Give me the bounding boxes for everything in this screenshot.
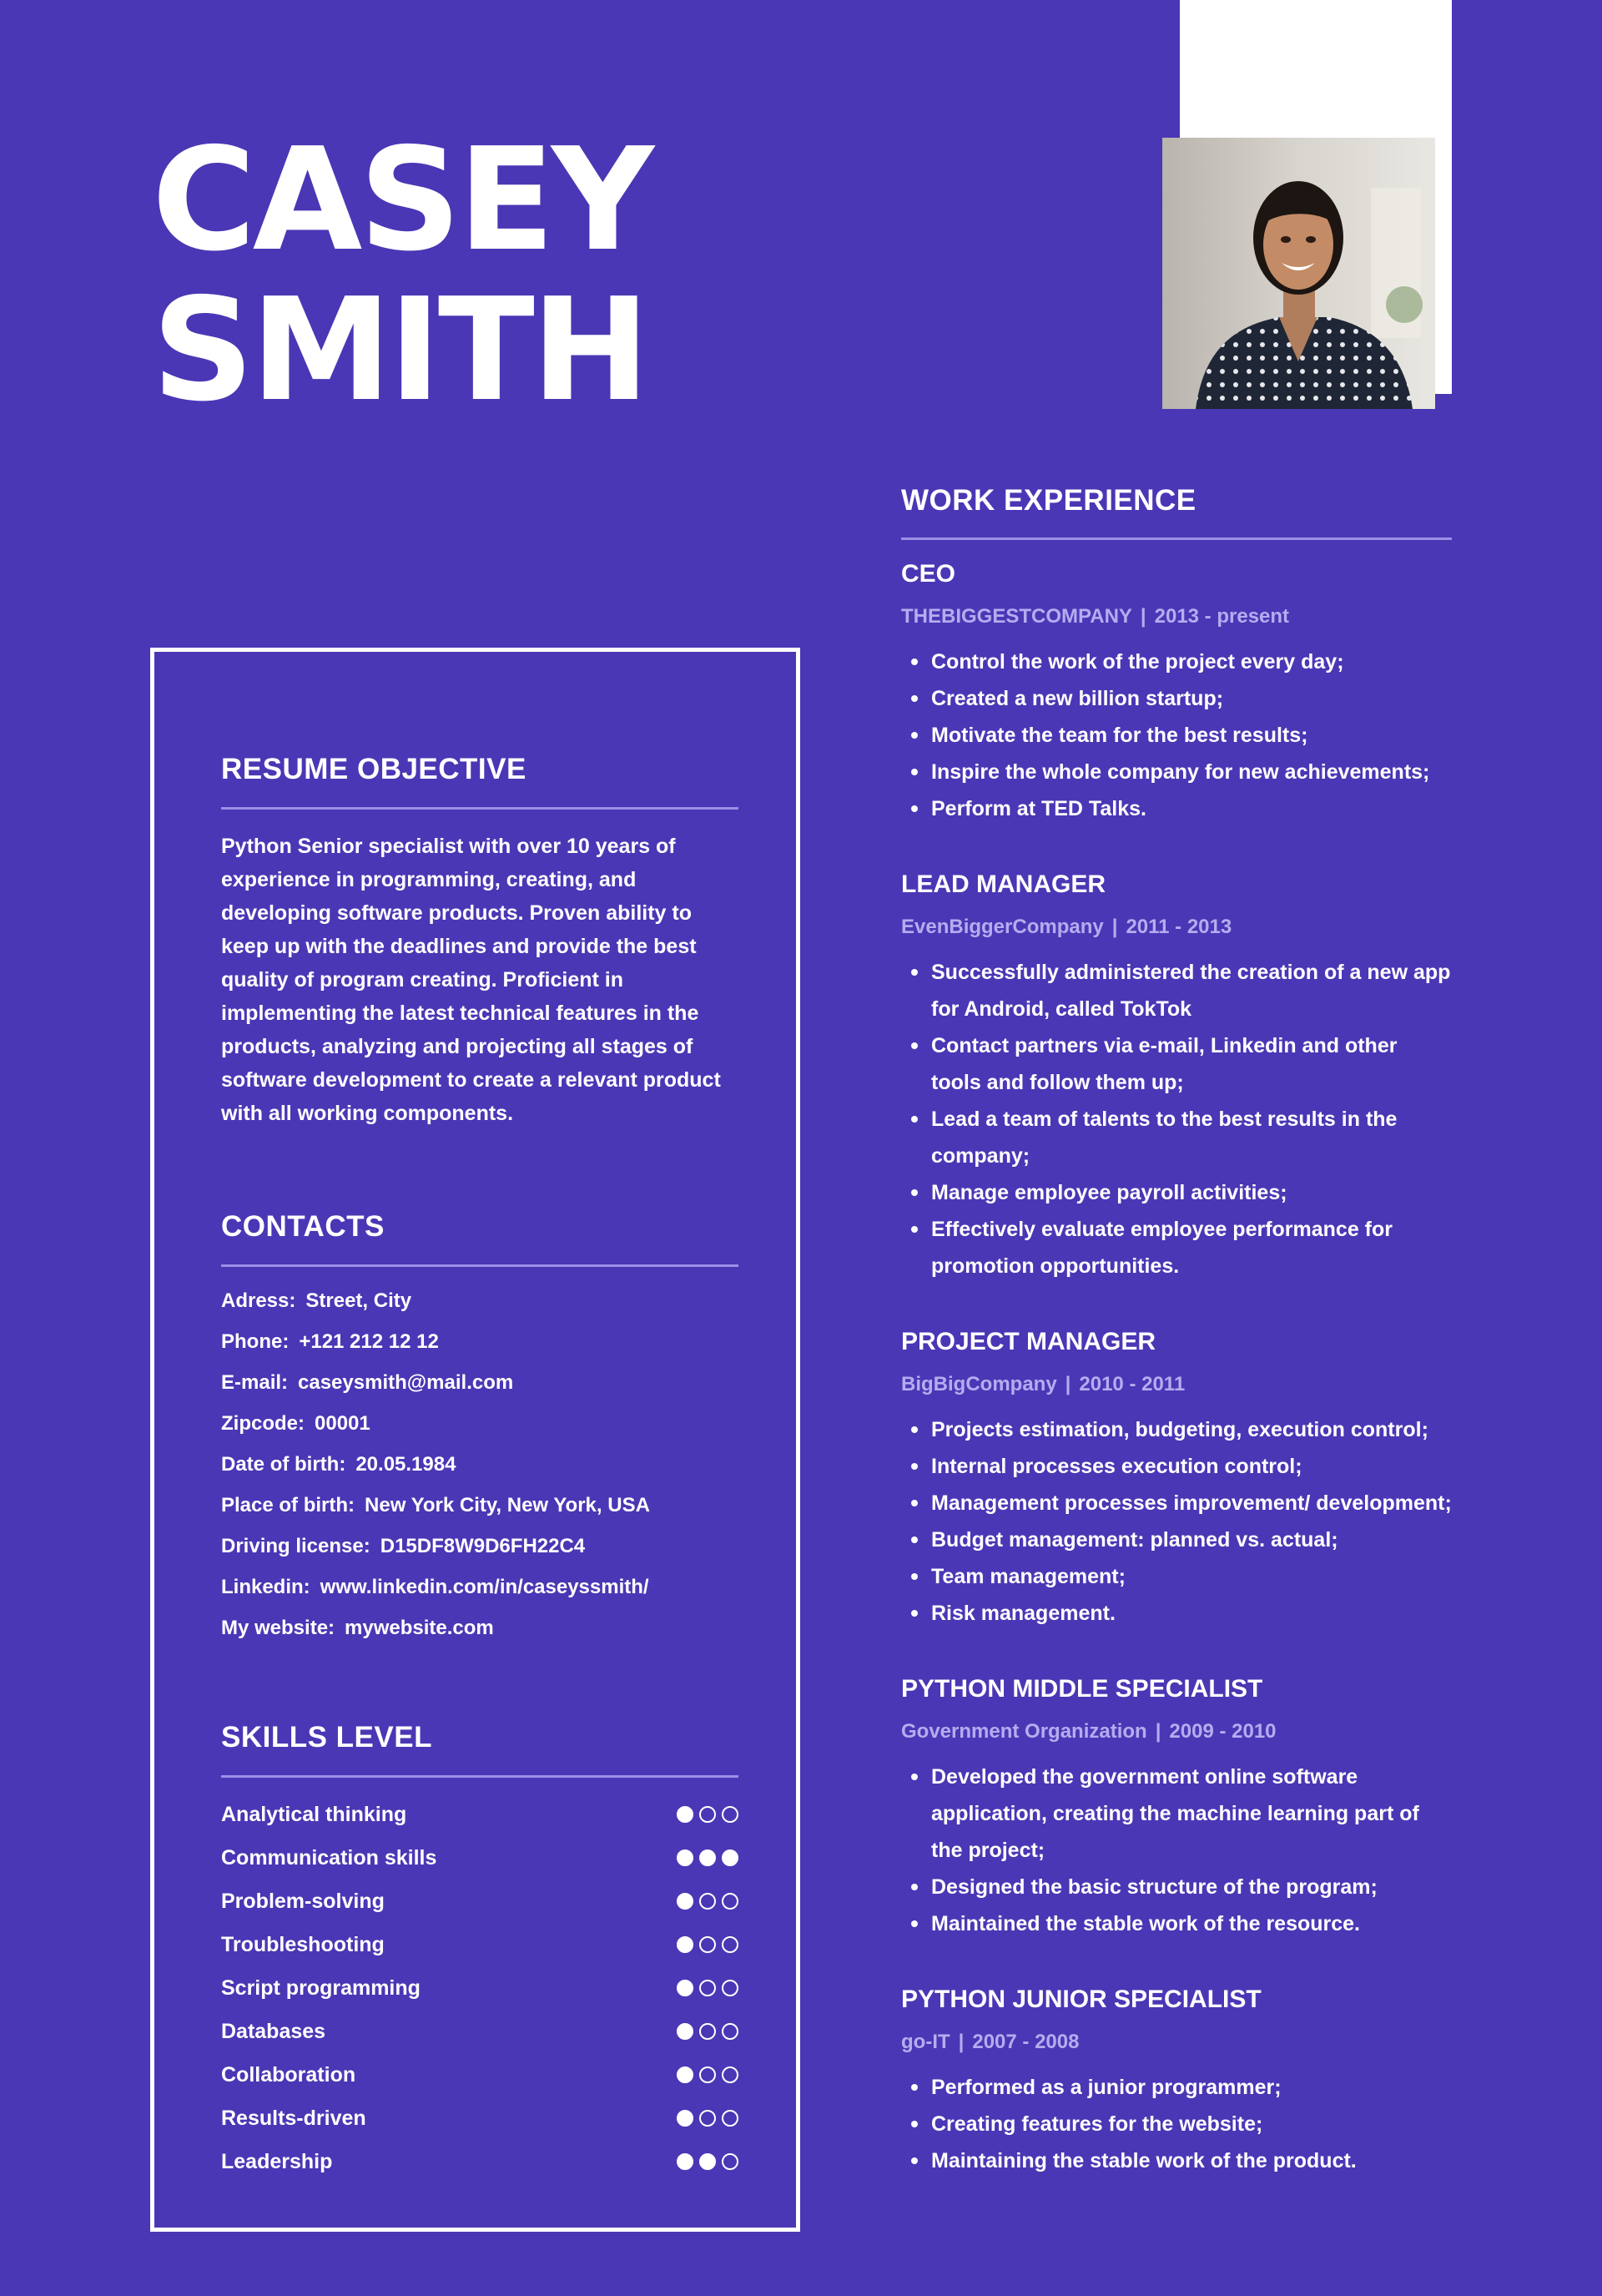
empty-dot-icon: [722, 2110, 738, 2127]
contact-row: [221, 1403, 738, 1444]
contact-row: [221, 1526, 738, 1567]
job-bullet: Developed the government online software application, creating the machine learning part of the project;: [901, 1759, 1452, 1869]
job-period: 2009 - 2010: [1169, 1720, 1277, 1743]
skill-name: Leadership: [221, 2149, 333, 2173]
filled-dot-icon: [677, 2023, 693, 2040]
skill-name: Analytical thinking: [221, 1802, 407, 1826]
work-divider: [901, 537, 1452, 540]
empty-dot-icon: [699, 2023, 716, 2040]
skill-name: Troubleshooting: [221, 1932, 385, 1956]
job-bullet: Performed as a junior programmer;: [901, 2069, 1452, 2106]
job-company: EvenBiggerCompany: [901, 916, 1104, 938]
job-bullets: [901, 643, 1452, 827]
candidate-name: [152, 118, 651, 433]
filled-dot-icon: [677, 2110, 693, 2127]
profile-photo: [1162, 138, 1435, 409]
job-meta: [901, 602, 1452, 632]
skill-level-dots: [677, 1893, 738, 1910]
job-period: 2013 - present: [1154, 605, 1290, 628]
skill-level-dots: [677, 2153, 738, 2170]
skill-level-dots: [677, 1980, 738, 1996]
contact-row: [221, 1321, 738, 1362]
skill-row: [221, 2140, 738, 2183]
job-bullet: Management processes improvement/ development;: [901, 1485, 1452, 1521]
job-company: THEBIGGESTCOMPANY: [901, 605, 1132, 628]
meta-separator: |: [1111, 916, 1118, 938]
filled-dot-icon: [677, 1936, 693, 1953]
job-bullet: Perform at TED Talks.: [901, 790, 1452, 827]
job-bullet: Created a new billion startup;: [901, 680, 1452, 717]
skill-name: Script programming: [221, 1976, 421, 2000]
job-title: CEO: [901, 560, 956, 588]
meta-separator: |: [958, 2031, 965, 2053]
work-heading: WORK EXPERIENCE: [901, 484, 1196, 517]
job-title: PROJECT MANAGER: [901, 1328, 1156, 1355]
job-bullet: Budget management: planned vs. actual;: [901, 1521, 1452, 1558]
contacts-section: [221, 1206, 738, 1648]
resume-objective-section: [221, 749, 738, 1130]
skill-name: Databases: [221, 2019, 326, 2043]
skill-name: Collaboration: [221, 2062, 356, 2087]
contact-label: Date of birth:: [221, 1453, 346, 1476]
contact-value: mywebsite.com: [345, 1617, 494, 1639]
job-company: Government Organization: [901, 1720, 1147, 1743]
skills-heading: SKILLS LEVEL: [221, 1721, 432, 1754]
job-bullet: Manage employee payroll activities;: [901, 1174, 1452, 1211]
job-bullet: Inspire the whole company for new achievements;: [901, 754, 1452, 790]
job-bullets: [901, 1759, 1452, 1942]
skill-row: [221, 2053, 738, 2097]
meta-separator: |: [1140, 605, 1146, 628]
skill-row: [221, 1836, 738, 1880]
job-entry: [901, 1982, 1452, 2179]
skill-row: [221, 1880, 738, 1923]
contact-label: E-mail:: [221, 1371, 289, 1394]
empty-dot-icon: [699, 2110, 716, 2127]
job-bullet: Team management;: [901, 1558, 1452, 1595]
job-period: 2011 - 2013: [1126, 916, 1232, 938]
job-title: PYTHON JUNIOR SPECIALIST: [901, 1986, 1262, 2013]
job-bullet: Effectively evaluate employee performance for promotion opportunities.: [901, 1211, 1452, 1284]
contact-row: [221, 1280, 738, 1321]
contact-row: [221, 1567, 738, 1607]
empty-dot-icon: [699, 1980, 716, 1996]
job-bullet: Successfully administered the creation of a new app for Android, called TokTok: [901, 954, 1452, 1027]
contacts-heading: CONTACTS: [221, 1210, 385, 1243]
skill-row: [221, 2097, 738, 2140]
skill-level-dots: [677, 2023, 738, 2040]
filled-dot-icon: [677, 1806, 693, 1823]
empty-dot-icon: [722, 2023, 738, 2040]
contact-label: Linkedin:: [221, 1576, 310, 1598]
job-meta: [901, 1370, 1452, 1400]
filled-dot-icon: [677, 1980, 693, 1996]
empty-dot-icon: [722, 2153, 738, 2170]
job-meta: [901, 912, 1452, 942]
job-bullets: [901, 1411, 1452, 1632]
contact-row: [221, 1444, 738, 1485]
filled-dot-icon: [677, 1893, 693, 1910]
job-bullet: Motivate the team for the best results;: [901, 717, 1452, 754]
contact-label: Place of birth:: [221, 1494, 355, 1516]
empty-dot-icon: [722, 1936, 738, 1953]
skill-name: Communication skills: [221, 1845, 437, 1870]
job-bullet: Maintained the stable work of the resource.: [901, 1905, 1452, 1942]
contact-value: New York City, New York, USA: [365, 1494, 650, 1516]
job-meta: [901, 1717, 1452, 1747]
job-period: 2007 - 2008: [972, 2031, 1080, 2053]
contact-row: [221, 1607, 738, 1648]
job-bullet: Projects estimation, budgeting, execution control;: [901, 1411, 1452, 1448]
contact-value: +121 212 12 12: [299, 1330, 439, 1353]
contact-value: Street, City: [305, 1289, 412, 1312]
empty-dot-icon: [699, 1893, 716, 1910]
skill-level-dots: [677, 2110, 738, 2127]
contacts-divider: [221, 1264, 738, 1267]
contact-value: D15DF8W9D6FH22C4: [380, 1535, 586, 1557]
job-company: go-IT: [901, 2031, 950, 2053]
objective-text: Python Senior specialist with over 10 years of experience in programming, creating, and developing software products. Proven ability to keep up with the deadlines and provide the best quality of program creating. Proficient in implementing the latest technical features in the products, analyzing and projecting all stages of software development to create a relevant product with all working components.: [221, 835, 721, 1125]
empty-dot-icon: [722, 2066, 738, 2083]
jobs-list: [901, 557, 1452, 2179]
contact-label: Driving license:: [221, 1535, 370, 1557]
filled-dot-icon: [677, 1849, 693, 1866]
job-bullet: Contact partners via e-mail, Linkedin and other tools and follow them up;: [901, 1027, 1452, 1101]
contacts-list: [221, 1280, 738, 1648]
job-company: BigBigCompany: [901, 1373, 1057, 1395]
contact-row: [221, 1485, 738, 1526]
job-title: LEAD MANAGER: [901, 870, 1106, 898]
job-bullet: Creating features for the website;: [901, 2106, 1452, 2142]
skill-row: [221, 1793, 738, 1836]
contact-value: www.linkedin.com/in/caseyssmith/: [320, 1576, 649, 1598]
empty-dot-icon: [699, 1806, 716, 1823]
filled-dot-icon: [699, 1849, 716, 1866]
filled-dot-icon: [677, 2066, 693, 2083]
job-entry: [901, 557, 1452, 827]
filled-dot-icon: [699, 2153, 716, 2170]
skills-divider: [221, 1775, 738, 1778]
skill-level-dots: [677, 1806, 738, 1823]
job-bullet: Risk management.: [901, 1595, 1452, 1632]
contact-label: Adress:: [221, 1289, 296, 1312]
contact-value: 20.05.1984: [355, 1453, 456, 1476]
job-meta: [901, 2027, 1452, 2057]
job-bullet: Internal processes execution control;: [901, 1448, 1452, 1485]
job-period: 2010 - 2011: [1079, 1373, 1186, 1395]
contact-value: caseysmith@mail.com: [298, 1371, 514, 1394]
contact-label: Zipcode:: [221, 1412, 305, 1435]
job-bullet: Designed the basic structure of the program;: [901, 1869, 1452, 1905]
skill-name: Problem-solving: [221, 1889, 385, 1913]
work-experience-section: [901, 479, 1452, 2179]
empty-dot-icon: [699, 2066, 716, 2083]
skill-row: [221, 1923, 738, 1966]
skills-list: [221, 1793, 738, 2183]
meta-separator: |: [1065, 1373, 1071, 1395]
skill-level-dots: [677, 1849, 738, 1866]
job-entry: [901, 867, 1452, 1284]
contact-label: My website:: [221, 1617, 335, 1639]
job-bullet: Maintaining the stable work of the product.: [901, 2142, 1452, 2179]
objective-divider: [221, 807, 738, 810]
skill-level-dots: [677, 2066, 738, 2083]
skill-name: Results-driven: [221, 2106, 366, 2130]
job-bullet: Control the work of the project every day;: [901, 643, 1452, 680]
contact-row: [221, 1362, 738, 1403]
meta-separator: |: [1155, 1720, 1161, 1743]
job-bullets: [901, 2069, 1452, 2179]
left-panel: [150, 648, 800, 2232]
contact-label: Phone:: [221, 1330, 290, 1353]
filled-dot-icon: [677, 2153, 693, 2170]
skill-level-dots: [677, 1936, 738, 1953]
job-entry: [901, 1672, 1452, 1942]
skill-row: [221, 2010, 738, 2053]
job-bullet: Lead a team of talents to the best results in the company;: [901, 1101, 1452, 1174]
job-bullets: [901, 954, 1452, 1284]
job-title: PYTHON MIDDLE SPECIALIST: [901, 1675, 1263, 1703]
empty-dot-icon: [699, 1936, 716, 1953]
empty-dot-icon: [722, 1980, 738, 1996]
last-name: SMITH: [152, 268, 647, 433]
job-entry: [901, 1325, 1452, 1632]
contact-value: 00001: [315, 1412, 370, 1435]
empty-dot-icon: [722, 1806, 738, 1823]
objective-heading: RESUME OBJECTIVE: [221, 753, 526, 785]
empty-dot-icon: [722, 1893, 738, 1910]
filled-dot-icon: [722, 1849, 738, 1866]
first-name: CASEY: [152, 118, 651, 283]
skills-section: [221, 1717, 738, 2183]
skill-row: [221, 1966, 738, 2010]
